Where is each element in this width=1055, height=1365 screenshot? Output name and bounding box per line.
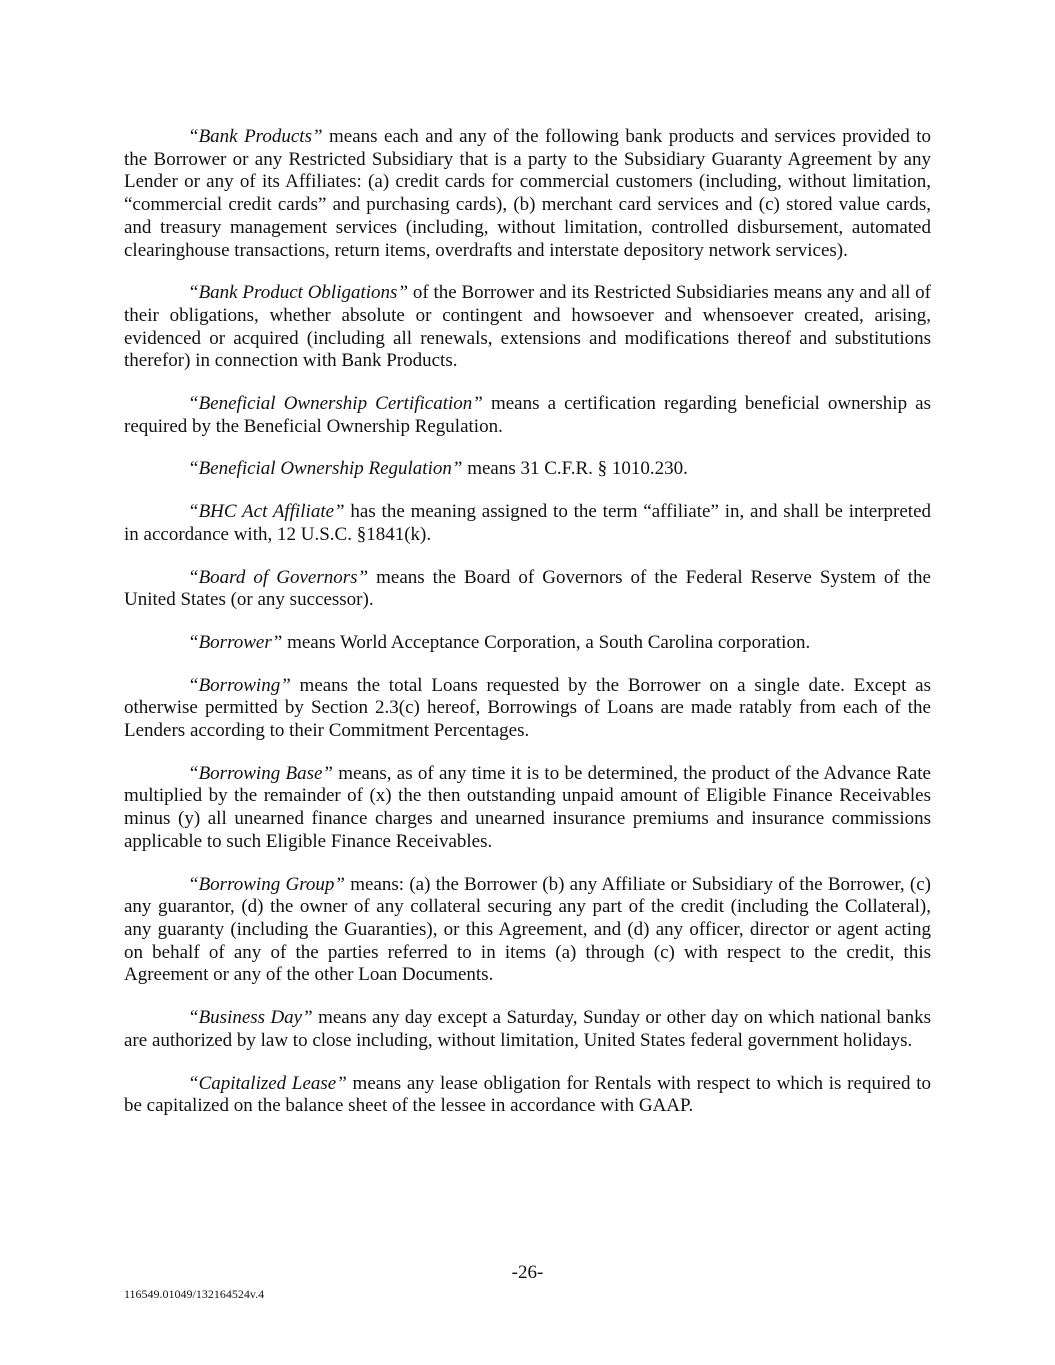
defined-term: “Borrowing” <box>188 674 291 696</box>
definition-text: means the Board of Governors of the Federal Reserve System of the United States (or any successor). <box>124 566 931 611</box>
defined-term: “Borrowing Base” <box>188 762 333 784</box>
definition-board-of-governors <box>124 567 931 612</box>
defined-term: “Capitalized Lease” <box>188 1072 347 1094</box>
definition-text: means, as of any time it is to be determined, the product of the Advance Rate multiplied by the remainder of (x) the then outstanding unpaid amount of Eligible Finance Receivables minus (y) all unearned finance charges and unearned insurance premiums and insurance commissions applicable to such Eligible Finance Receivables. <box>124 762 931 852</box>
definition-text: means: (a) the Borrower (b) any Affiliate or Subsidiary of the Borrower, (c) any guarantor, (d) the owner of any collateral securing any part of the credit (including the Collateral), any guaranty (including the Guaranties), or this Agreement, and (d) any officer, director or agent acting on behalf of any of the parties referred to in items (a) through (c) with respect to the credit, this Agreement or any of the other Loan Documents. <box>124 873 932 986</box>
definition-bank-product-obligations <box>124 282 931 373</box>
definition-text: has the meaning assigned to the term “affiliate” in, and shall be interpreted in accordance with, 12 U.S.C. §1841(k). <box>124 501 931 545</box>
defined-term: “Business Day” <box>188 1007 313 1029</box>
definition-beneficial-ownership-certification <box>124 393 931 438</box>
definition-borrower <box>124 632 931 655</box>
definition-capitalized-lease <box>124 1073 931 1118</box>
defined-term: “Board of Governors” <box>188 566 369 588</box>
document-id: 116549.01049/132164524v.4 <box>124 1287 265 1301</box>
definition-text: of the Borrower and its Restricted Subsidiaries means any and all of their obligations, whether absolute or contingent and howsoever and whensoever created, arising, evidenced or acquired (including all renewals, extensions and modifications thereof and substitutions therefor) in connection with Bank Products. <box>124 282 931 372</box>
definition-text: means any day except a Saturday, Sunday or other day on which national banks are authorized by law to close including, without limitation, United States federal government holidays. <box>124 1007 931 1051</box>
defined-term: “BHC Act Affiliate” <box>188 501 345 523</box>
defined-term: “Borrower” <box>188 631 283 653</box>
definition-text: means any lease obligation for Rentals with respect to which is required to be capitalized on the balance sheet of the lessee in accordance with GAAP. <box>124 1072 931 1117</box>
defined-term: “Borrowing Group” <box>188 873 345 895</box>
definition-text: means 31 C.F.R. § 1010.230. <box>462 458 688 480</box>
definition-bank-products <box>124 126 931 262</box>
page-number: -26- <box>511 1262 544 1283</box>
defined-term: “Beneficial Ownership Certification” <box>188 393 483 415</box>
definition-beneficial-ownership-regulation <box>124 458 931 481</box>
definition-text: means each and any of the following bank products and services provided to the Borrower or any Restricted Subsidiary that is a party to the Subsidiary Guaranty Agreement by any Lender or any of its Affiliates: (a) credit cards for commercial customers (including, without limitation, “commercial credit cards” and purchasing cards), (b) merchant card services and (c) stored value cards, and treasury management services (including, without limitation, controlled disbursement, automated clearinghouse transactions, return items, overdrafts and interstate depository network services). <box>124 126 931 261</box>
definition-business-day <box>124 1007 931 1052</box>
defined-term: “Beneficial Ownership Regulation” <box>188 458 463 480</box>
definition-text: means the total Loans requested by the Borrower on a single date. Except as otherwise permitted by Section 2.3(c) hereof, Borrowings of Loans are made ratably from each of the Lenders according to their Commitment Percentages. <box>124 674 931 742</box>
definition-bhc-act-affiliate <box>124 501 931 546</box>
definition-borrowing-base <box>124 763 931 854</box>
defined-term: “Bank Product Obligations” <box>188 282 409 304</box>
definition-text: means a certification regarding beneficial ownership as required by the Beneficial Ownership Regulation. <box>124 393 931 437</box>
definition-borrowing <box>124 675 931 743</box>
definitions-section <box>124 126 931 1138</box>
definition-borrowing-group <box>124 874 931 988</box>
defined-term: “Bank Products” <box>188 126 323 147</box>
definition-text: means World Acceptance Corporation, a South Carolina corporation. <box>282 631 811 653</box>
